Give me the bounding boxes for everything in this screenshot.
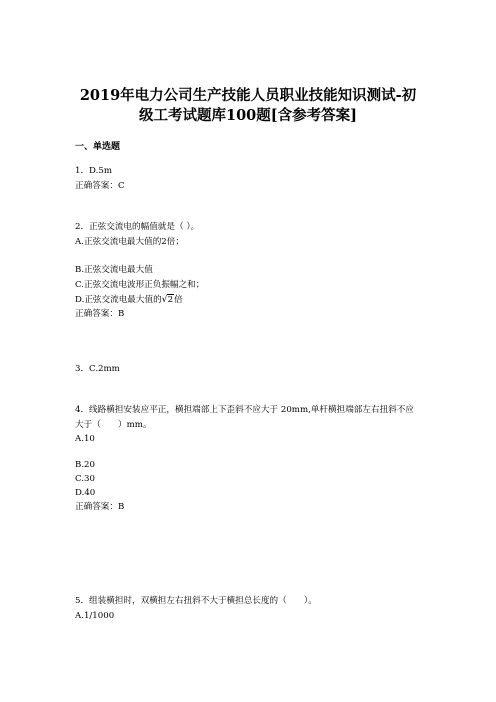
document-title: [40, 86, 456, 126]
question-4-option-a: A.10: [75, 434, 95, 444]
question-4-option-d: D.40: [75, 488, 96, 498]
question-3-text: 3．C.2mm: [75, 364, 120, 374]
option-d-suffix: 倍: [174, 295, 183, 305]
question-1-answer: 正确答案：C: [75, 181, 125, 191]
question-5-text: 5．组装横担时，双横担左右扭斜不大于横担总长度的（ ）。: [75, 596, 317, 606]
question-2-option-d: [75, 294, 183, 306]
question-2-option-c: C.正弦交流电波形正负振幅之和；: [75, 280, 205, 290]
question-4-text-line-2: 大于（ ）mm。: [75, 420, 152, 430]
square-root-radicand: 2: [167, 295, 174, 305]
question-1-text: 1．D.5m: [75, 166, 112, 176]
question-2-text: 2．正弦交流电的幅值就是（ ）。: [75, 222, 200, 232]
question-4-option-b: B.20: [75, 460, 95, 470]
square-root-symbol: √ 2: [161, 295, 174, 305]
question-2-option-b: B.正弦交流电最大值: [75, 265, 153, 275]
question-4-answer: 正确答案：B: [75, 502, 125, 512]
title-line-1: 2019年电力公司生产技能人员职业技能知识测试-初: [79, 87, 417, 104]
question-5-option-a: A.1/1000: [75, 611, 115, 621]
question-4-option-c: C.30: [75, 474, 95, 484]
section-heading: 一、单选题: [75, 142, 121, 152]
option-d-prefix: D.正弦交流电最大值的: [75, 295, 162, 305]
title-line-2: 级工考试题库100题[含参考答案]: [139, 107, 357, 124]
question-4-text-line-1: 4．线路横担安装应平正，横担端部上下歪斜不应大于 20mm,单杆横担端部左右扭斜不应: [75, 405, 414, 415]
question-2-answer: 正确答案：B: [75, 309, 125, 319]
question-2-option-a: A.正弦交流电最大值的2倍；: [75, 237, 184, 247]
